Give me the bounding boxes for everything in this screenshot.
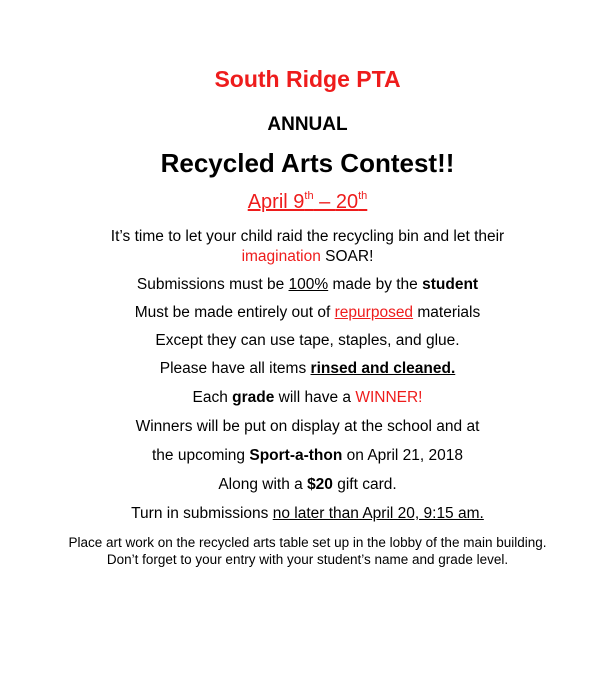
submissions-percent: 100% (288, 276, 329, 293)
intro-line-2-rest: SOAR! (320, 248, 374, 265)
annual-heading: ANNUAL (267, 114, 348, 135)
deadline-pre: Turn in submissions (131, 505, 273, 522)
rinse-pre: Please have all items (159, 360, 311, 377)
contest-dates (0, 190, 615, 214)
sport-a-thon: Sport-a-thon (249, 447, 343, 464)
submissions-rule (0, 276, 615, 294)
start-date-suffix: th (304, 190, 314, 202)
submissions-student: student (422, 276, 479, 293)
submissions-pre: Submissions must be (136, 276, 289, 293)
display-2-pre: the upcoming (151, 447, 250, 464)
display-line-2 (0, 447, 615, 465)
grade-pre: Each (192, 389, 233, 406)
end-date: 20 (335, 191, 359, 213)
imagination-word: imagination (241, 248, 321, 265)
gift-pre: Along with a (218, 476, 308, 493)
winner-word: WINNER! (355, 389, 423, 406)
repurposed-word: repurposed (334, 304, 414, 321)
gift-post: gift card. (332, 476, 397, 493)
winner-line (0, 389, 615, 407)
grade-word: grade (232, 389, 275, 406)
end-date-suffix: th (358, 190, 368, 202)
gift-amount: $20 (307, 476, 333, 493)
display-2-post: on April 21, 2018 (342, 447, 463, 464)
except-rule: Except they can use tape, staples, and glue. (155, 332, 460, 349)
org-title: South Ridge PTA (214, 66, 401, 92)
submissions-mid: made by the (328, 276, 423, 293)
footer-note: Place art work on the recycled arts table set up in the lobby of the main building. Don’t forget to your entry with your student’s name and grade level. (68, 535, 547, 567)
materials-post: materials (413, 304, 481, 321)
rinse-emphasis: rinsed and cleaned. (310, 360, 456, 377)
start-date: April 9 (247, 191, 305, 213)
contest-title: Recycled Arts Contest!! (160, 148, 455, 178)
intro-line-2 (0, 248, 615, 266)
gift-card-line (0, 476, 615, 494)
materials-pre: Must be made entirely out of (134, 304, 335, 321)
grade-mid: will have a (274, 389, 356, 406)
materials-rule (0, 304, 615, 322)
display-line-1: Winners will be put on display at the school and at (135, 418, 480, 435)
intro-line-1: It’s time to let your child raid the recycling bin and let their (110, 228, 505, 245)
rinse-rule (0, 360, 615, 378)
deadline-line (0, 505, 615, 523)
date-separator: – (313, 191, 336, 213)
deadline-date: no later than April 20, 9:15 am. (272, 505, 484, 522)
